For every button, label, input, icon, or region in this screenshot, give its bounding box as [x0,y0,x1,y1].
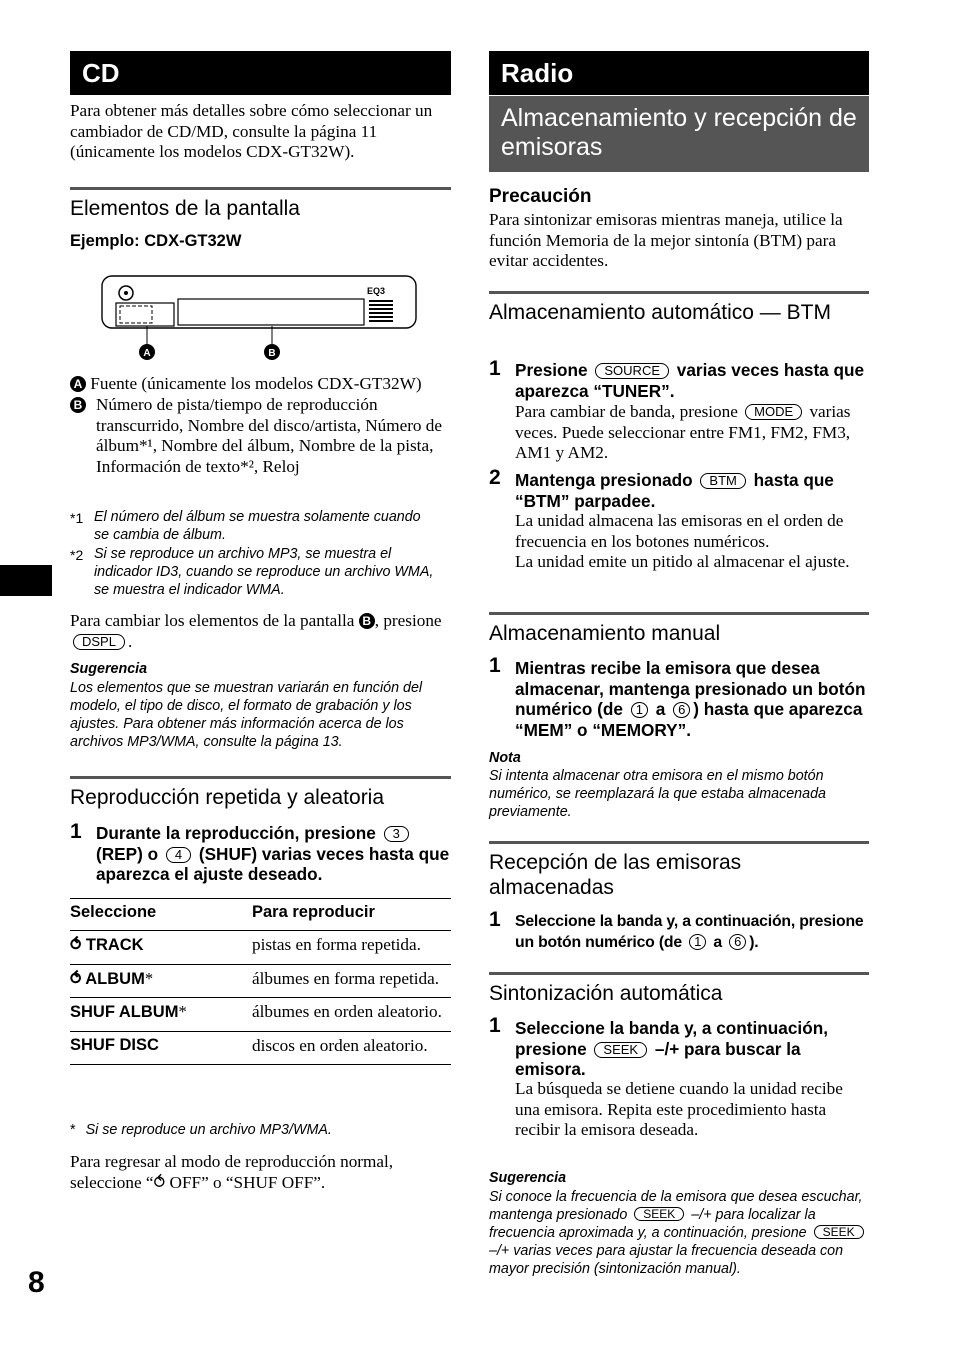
footnote-2-mark: *2 [70,547,84,563]
callout-a-icon: A [70,376,86,392]
manual-step1-b: ) hasta que aparezca “MEM” o “MEMORY”. [515,699,863,740]
repeat-step-c: (SHUF) varias veces hasta que aparezca el ajuste deseado. [96,843,450,884]
table-cell-play: álbumes en orden aleatorio. [252,998,451,1032]
repeat-icon: ⥀ [153,1172,166,1192]
legend-item-a-text: Fuente (únicamente los modelos CDX-GT32W) [90,374,422,393]
note-text: Si intenta almacenar otra emisora en el mismo botón numérico, se reemplazará la que estaba almacenada previamente. [489,768,826,820]
btm-button-icon: BTM [700,473,745,489]
auto-step2-number: 2 [489,466,501,489]
repeat-shuffle-heading: Reproducción repetida y aleatoria [70,776,451,810]
disc-center-icon [124,291,128,295]
display-illustration [98,272,422,362]
receive-step1-number: 1 [489,908,501,931]
tuning-step1-a: Seleccione la banda y, a continuación, presione [515,1018,828,1059]
footnote-2-text: Si se reproduce un archivo MP3, se muestra el indicador ID3, cuando se reproduce un archivo WMA, se muestra el indicador WMA. [94,546,434,598]
seek-button-icon: SEEK [814,1225,864,1239]
auto-store-heading: Almacenamiento automático — BTM [489,291,869,325]
legend-item-a [70,374,452,395]
receive-stored-heading: Recepción de las emisoras almacenadas [489,841,869,900]
dspl-button-icon: DSPL [73,634,125,650]
mode-button-icon: MODE [745,404,802,420]
repeat-step-a: Durante la reproducción, presione [96,823,376,843]
page-number: 8 [28,1266,45,1299]
table-row [70,998,451,1032]
source-button-icon: SOURCE [595,363,669,379]
normal-mode-text [70,1152,451,1193]
auto-step2-text [515,470,871,511]
text-display-area [178,299,364,325]
store-receive-title: Almacenamiento y recepción de emisoras [489,96,869,172]
tuning-step1-body: La búsqueda se detiene cuando la unidad recibe una emisora. Repita este procedimiento hasta recibir la emisora deseada. [515,1079,843,1139]
table-footnote-mark: * [70,1122,76,1138]
key-1-icon: 1 [689,934,706,950]
auto-step2-body2: La unidad emite un pitido al almacenar el ajuste. [515,552,850,571]
auto-step1-body [515,402,869,464]
footnote-1 [70,508,451,544]
eq-indicator: EQ3 [367,286,386,296]
receive-step1-b: ). [749,933,759,951]
table-cell-play: álbumes en forma repetida. [252,964,451,998]
auto-step1-a: Presione [515,360,588,380]
play-mode-table [70,898,451,1065]
manual-store-heading: Almacenamiento manual [489,612,869,646]
cd-intro: Para obtener más detalles sobre cómo seleccionar un cambiador de CD/MD, consulte la página 11 (únicamente los modelos CDX-GT32W). [70,101,433,161]
auto-step1-body-a: Para cambiar de banda, presione [515,402,738,421]
table-cell-select [70,931,252,965]
callout-a-label: A [143,348,151,359]
callout-b-inline-icon: B [359,613,375,629]
tuning-step1-text [515,1018,871,1080]
row-album-label: ALBUM [85,969,145,988]
tuning-tip-b: –/+ para localizar la frecuencia aproximada y, a continuación, presione [489,1207,816,1241]
legend-item-b-text: Número de pista/tiempo de reproducción transcurrido, Nombre del disco/artista, Número de álbum*¹, Nombre del álbum, Nombre de la pista, Información de texto*², Reloj [96,395,443,476]
table-footnote [70,1121,451,1139]
caution-text: Para sintonizar emisoras mientras maneja, utilice la función Memoria de la mejor sintonía (BTM) para evitar accidentes. [489,210,843,270]
repeat-icon: ⥀ [70,969,86,988]
table-cell-select [70,964,252,998]
legend-item-b [70,395,452,477]
table-footnote-text: Si se reproduce un archivo MP3/WMA. [85,1122,332,1138]
auto-step1-body-b: varias veces. Puede seleccionar entre FM1, FM2, FM3, AM1 y AM2. [515,402,851,462]
auto-step2-body1: La unidad almacena las emisoras en el orden de frecuencia en los botones numéricos. [515,511,844,551]
change-display-text: Para cambiar los elementos de la pantalla B , presione DSPL . [70,611,442,651]
table-cell-select: SHUF DISC [70,1031,252,1065]
row-album-star: * [144,968,154,988]
callout-b-icon: B [70,397,86,413]
tip-title: Sugerencia [70,661,148,677]
callout-b-label: B [268,348,276,359]
manual-step1-number: 1 [489,654,501,677]
row-track-label: TRACK [85,936,144,954]
radio-section-title: Radio [489,51,869,95]
normal-mode-b: OFF” o “SHUF OFF”. [165,1172,326,1192]
normal-mode-a: Para regresar al modo de reproducción normal, seleccione “ [70,1152,394,1192]
repeat-step-b: (REP) o [96,843,159,864]
seek-button-icon: SEEK [594,1042,647,1058]
table-row [70,931,451,965]
footnote-1-text: El número del álbum se muestra solamente cuando se cambia de álbum. [94,509,421,543]
change-display-label: Para cambiar los elementos de la pantalla [70,611,355,630]
tuning-step1-b: –/+ para buscar la emisora. [515,1038,801,1079]
table-cell-play: pistas en forma repetida. [252,931,451,965]
auto-step2-a: Mantenga presionado [515,470,693,490]
table-row [70,964,451,998]
auto-tuning-heading: Sintonización automática [489,972,869,1006]
col-select-header: Seleccione [70,899,252,931]
auto-step1-text [515,360,871,401]
tuning-tip-c: –/+ varias veces para ajustar la frecuencia deseada con mayor precisión (sintonización manual). [489,1243,844,1277]
manual-step1-a: Mientras recibe la emisora que desea almacenar, mantenga presionado un botón numérico (de [515,658,866,719]
footnote-2 [70,545,451,599]
caution-title: Precaución [489,186,592,207]
manual-step1-mid: a [655,699,666,719]
key-4-icon: 4 [166,847,191,863]
table-header-row [70,899,451,931]
footnote-1-mark: *1 [70,510,84,526]
receive-step1-a: Seleccione la banda y, a continuación, presione un botón numérico (de [515,913,864,951]
repeat-icon: ⥀ [70,936,86,954]
key-3-icon: 3 [384,826,409,842]
seek-button-icon: SEEK [634,1207,684,1221]
key-1-icon: 1 [631,702,648,718]
auto-step2-b: hasta que “BTM” parpadee. [515,470,834,511]
display-elements-heading: Elementos de la pantalla [70,187,451,221]
tuning-tip-text [489,1188,869,1278]
receive-step1-text [515,912,875,953]
auto-step1-b: varias veces hasta que aparezca “TUNER”. [515,360,865,401]
tip-text: Los elementos que se muestran variarán en función del modelo, el tipo de disco, el formato de grabación y los ajustes. Para obtener más información acerca de los archivos MP3/WMA, consulte la página 13. [70,680,423,750]
tuning-step1-number: 1 [489,1014,501,1037]
row-shuf-album-label: SHUF ALBUM [70,1003,179,1021]
manual-step1-text [515,658,871,740]
table-cell-play: discos en orden aleatorio. [252,1031,451,1065]
repeat-step-text [96,823,452,885]
table-cell-select [70,998,252,1032]
tuning-tip-a: Si conoce la frecuencia de la emisora que desea escuchar, mantenga presionado [489,1189,863,1223]
key-6-icon: 6 [729,934,746,950]
receive-step1-mid: a [713,933,722,951]
tuning-tip-title: Sugerencia [489,1170,567,1186]
auto-step1-number: 1 [489,357,501,380]
row-shuf-album-star: * [178,1002,187,1021]
note-title: Nota [489,750,521,766]
change-display-press: , presione [374,611,442,630]
col-play-header: Para reproducir [252,899,451,931]
repeat-step-number: 1 [70,820,82,843]
cd-section-title: CD [70,51,451,95]
table-row [70,1031,451,1065]
example-label: Ejemplo: CDX-GT32W [70,232,242,250]
key-6-icon: 6 [673,702,690,718]
side-tab-marker [0,565,52,596]
